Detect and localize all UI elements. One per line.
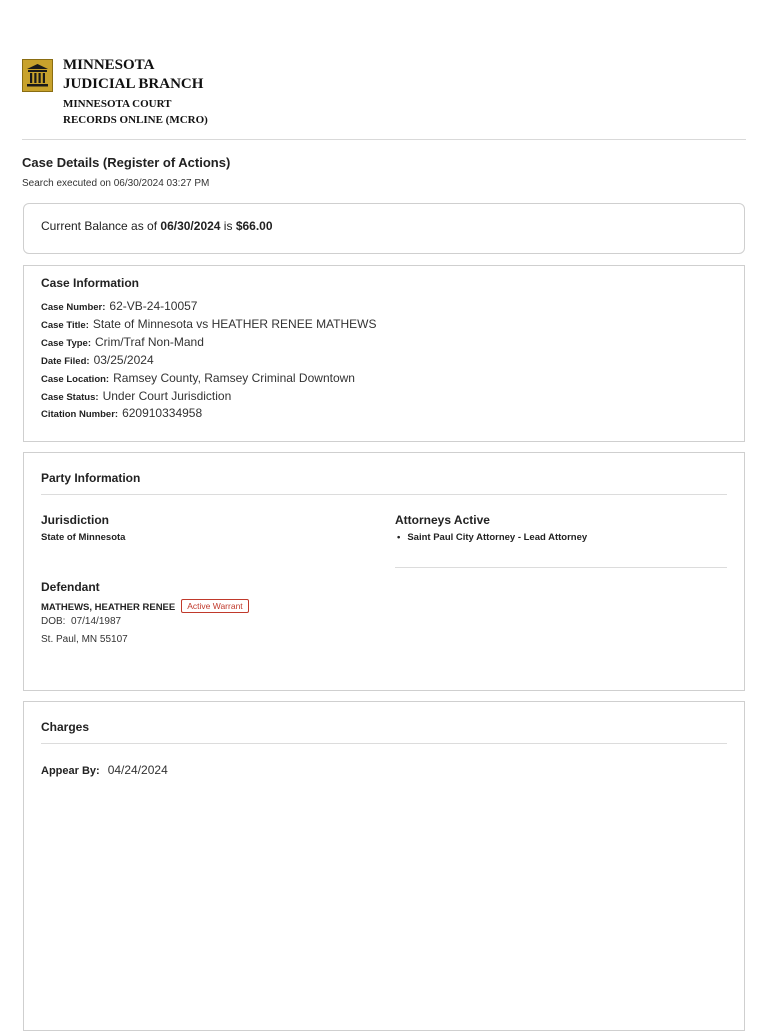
page-title: Case Details (Register of Actions): [22, 155, 231, 170]
citation-number-row: [41, 404, 202, 422]
sub-line-1: MINNESOTA COURT: [63, 98, 172, 110]
attorney-divider: [395, 567, 727, 568]
case-location-label: Case Location:: [41, 374, 110, 385]
party-information-panel: [23, 452, 745, 691]
dob-row: [41, 616, 121, 627]
jurisdiction-heading: Jurisdiction: [41, 513, 110, 527]
balance-text: [41, 219, 273, 233]
courthouse-icon[interactable]: [22, 59, 53, 92]
case-title-row: [41, 315, 377, 333]
case-number-row: [41, 297, 197, 315]
case-type-label: Case Type:: [41, 338, 91, 349]
balance-amount: $66.00: [235, 219, 273, 233]
defendant-name-row: [41, 599, 249, 613]
case-status-value: Under Court Jurisdiction: [102, 389, 232, 403]
appear-by-row: [41, 761, 168, 779]
citation-number-label: Citation Number:: [41, 409, 119, 420]
balance-panel: [23, 203, 745, 254]
appear-by-label: Appear By:: [41, 765, 100, 777]
balance-date: 06/30/2024: [160, 219, 221, 233]
case-location-value: Ramsey County, Ramsey Criminal Downtown: [113, 371, 355, 385]
defendant-name: MATHEWS, HEATHER RENEE: [41, 602, 176, 613]
appear-by-value: 04/24/2024: [107, 763, 168, 777]
balance-middle: is: [220, 219, 236, 233]
active-warrant-badge: Active Warrant: [181, 599, 248, 613]
case-status-row: [41, 387, 231, 405]
case-number-label: Case Number:: [41, 302, 106, 313]
defendant-heading: Defendant: [41, 580, 100, 594]
brand-block[interactable]: [63, 56, 208, 128]
date-filed-value: 03/25/2024: [93, 353, 154, 367]
balance-prefix: Current Balance as of: [41, 219, 161, 233]
search-executed-text: Search executed on 06/30/2024 03:27 PM: [22, 178, 210, 189]
attorney-list-item: • Saint Paul City Attorney - Lead Attorney: [397, 532, 587, 543]
case-information-panel: [23, 265, 745, 442]
case-number-value: 62-VB-24-10057: [109, 299, 198, 313]
charges-panel: [23, 701, 745, 1031]
sub-line-2: RECORDS ONLINE (MCRO): [63, 114, 208, 126]
case-title-value: State of Minnesota vs HEATHER RENEE MATHEWS: [92, 317, 377, 331]
party-information-title: Party Information: [41, 471, 141, 485]
dob-label: DOB:: [41, 616, 66, 627]
date-filed-label: Date Filed:: [41, 356, 90, 367]
date-filed-row: [41, 351, 154, 369]
case-status-label: Case Status:: [41, 392, 99, 403]
case-information-title: Case Information: [41, 276, 140, 290]
party-divider: [41, 494, 727, 495]
case-title-label: Case Title:: [41, 320, 89, 331]
charges-title: Charges: [41, 720, 90, 734]
brand-line-1: MINNESOTA: [63, 57, 155, 73]
brand-line-2: JUDICIAL BRANCH: [63, 76, 204, 92]
header-divider: [22, 139, 746, 140]
case-type-value: Crim/Traf Non-Mand: [94, 335, 204, 349]
case-type-row: [41, 333, 204, 351]
jurisdiction-value: State of Minnesota: [41, 532, 126, 543]
dob-value: 07/14/1987: [71, 616, 122, 627]
citation-number-value: 620910334958: [122, 406, 203, 420]
charges-divider: [41, 743, 727, 744]
attorneys-heading: Attorneys Active: [395, 513, 490, 527]
defendant-address: St. Paul, MN 55107: [41, 634, 128, 645]
case-location-row: [41, 369, 355, 387]
